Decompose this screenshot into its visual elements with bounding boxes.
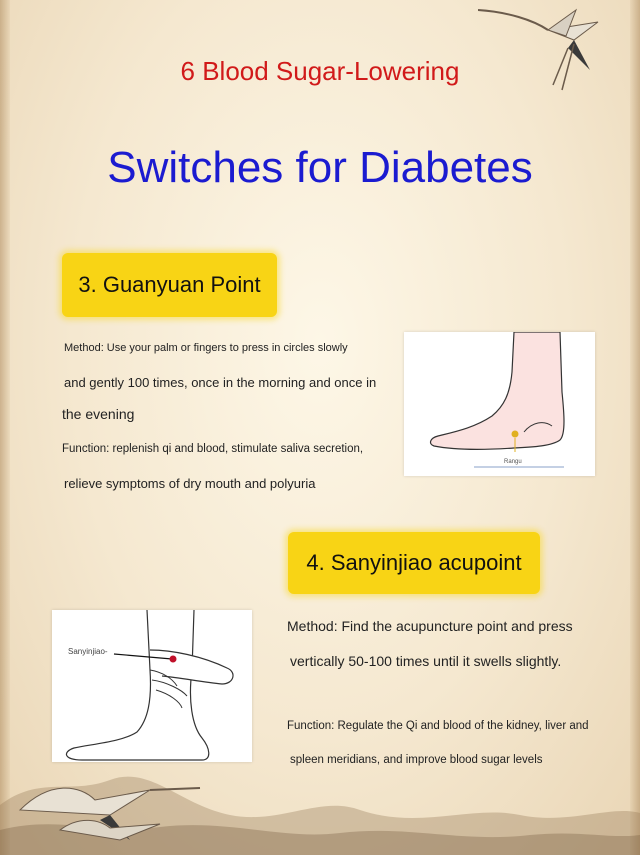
section3-heading: 3. Guanyuan Point	[62, 253, 277, 317]
crane-decoration-bottom	[0, 760, 210, 855]
section4-function-line2: spleen meridians, and improve blood sugar levels	[290, 754, 543, 766]
section3-method-line3: the evening	[62, 406, 135, 422]
section3-method-line1: Method: Use your palm or fingers to press in circles slowly	[64, 342, 348, 354]
leg-illustration	[52, 610, 252, 762]
rangu-point-marker	[512, 431, 519, 438]
rangu-label: Rangu	[504, 459, 522, 465]
right-border-decoration	[630, 0, 640, 855]
foot-illustration	[404, 332, 595, 476]
sanyinjiao-label: Sanyinjiao-	[68, 647, 108, 656]
section4-heading: 4. Sanyinjiao acupoint	[288, 532, 540, 594]
section3-function-line1: Function: replenish qi and blood, stimulate saliva secretion,	[62, 443, 364, 455]
section4-method-line2: vertically 50-100 times until it swells slightly.	[290, 653, 562, 669]
section3-method-line2: and gently 100 times, once in the morning and once in	[64, 375, 377, 390]
section4-function-line1: Function: Regulate the Qi and blood of the kidney, liver and	[287, 720, 589, 732]
section4-method-line1: Method: Find the acupuncture point and press	[287, 618, 573, 634]
left-border-decoration	[0, 0, 10, 855]
subtitle: 6 Blood Sugar-Lowering	[180, 56, 460, 86]
leg-drawing	[52, 610, 252, 762]
section3-function-line2: relieve symptoms of dry mouth and polyuria	[64, 476, 316, 491]
page-title: Switches for Diabetes	[107, 143, 533, 192]
foot-drawing	[404, 332, 595, 476]
sanyinjiao-point-marker	[170, 656, 177, 663]
